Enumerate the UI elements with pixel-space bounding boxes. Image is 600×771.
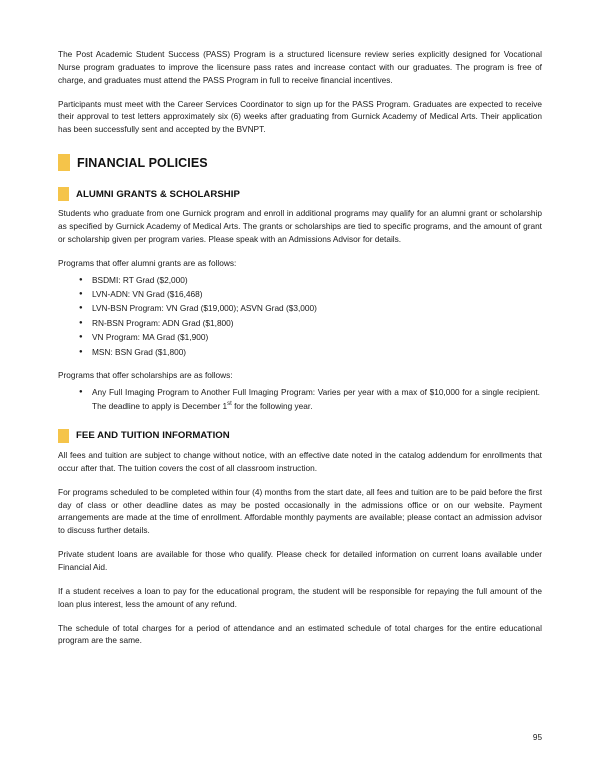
list-item: ● BSDMI: RT Grad ($2,000) bbox=[92, 274, 542, 287]
accent-bar-icon bbox=[58, 187, 69, 201]
accent-bar-icon bbox=[58, 154, 70, 171]
list-item: ● LVN-ADN: VN Grad ($16,468) bbox=[92, 288, 542, 301]
financial-policies-heading bbox=[58, 154, 542, 171]
subsection-title: FEE AND TUITION INFORMATION bbox=[76, 430, 230, 442]
fee-paragraph-4: If a student receives a loan to pay for the educational program, the student will be responsible for repaying the full amount of the loan plus interest, less the amount of any refund. bbox=[58, 585, 542, 609]
scholarships-lead-in: Programs that offer scholarships are as follows: bbox=[58, 370, 233, 381]
alumni-scholarships-list bbox=[58, 386, 542, 413]
fee-paragraph-5: The schedule of total charges for a period of attendance and an estimated schedule of total charges for the entire educational program are the same. bbox=[58, 622, 542, 646]
fee-paragraph-3: Private student loans are available for those who qualify. Please check for detailed information on current loans available under Financial Aid. bbox=[58, 549, 542, 572]
page-number: 95 bbox=[532, 733, 542, 742]
list-item: ● MSN: BSN Grad ($1,800) bbox=[92, 346, 542, 359]
list-item: ● Any Full Imaging Program to Another Full Imaging Program: Varies per year with a max of $10,000 for a single recipient. The deadline to apply is December 1st for the following year. bbox=[92, 386, 542, 413]
list-item: ● RN-BSN Program: ADN Grad ($1,800) bbox=[92, 317, 542, 330]
fee-paragraph-1: All fees and tuition are subject to change without notice, with an effective date noted in the catalog addendum for enrollments that occur after that. The tuition covers the cost of all classroom instruction. bbox=[58, 449, 542, 473]
list-item: ● LVN-BSN Program: VN Grad ($19,000); ASVN Grad ($3,000) bbox=[92, 302, 542, 315]
list-item: ● VN Program: MA Grad ($1,900) bbox=[92, 331, 542, 344]
section-title: FINANCIAL POLICIES bbox=[77, 155, 208, 170]
alumni-grants-heading bbox=[58, 187, 542, 201]
subsection-title: ALUMNI GRANTS & SCHOLARSHIP bbox=[76, 188, 240, 200]
fee-paragraph-2: For programs scheduled to be completed within four (4) months from the start date, all fees and tuition are to be paid before the first day of class or other deadline dates as may be posted occasionally in the admissions office or on our website. Payment arrangements are made at the time of enrollment. Affordable monthly payments are available; please contact an admission advisor to discuss further details. bbox=[58, 486, 542, 536]
alumni-grants-list bbox=[58, 274, 542, 360]
accent-bar-icon bbox=[58, 429, 69, 443]
grants-lead-in: Programs that offer alumni grants are as follows: bbox=[58, 257, 237, 268]
intro-paragraph-1: The Post Academic Student Success (PASS) Program is a structured licensure review series explicitly designed for Vocational Nurse program graduates to improve the licensure pass rates and increase contact with our graduates. The program is free of charge, and graduates must attend the PASS Program in full to receive financial incentives. bbox=[58, 49, 542, 85]
fee-tuition-heading bbox=[58, 429, 542, 443]
intro-paragraph-2: Participants must meet with the Career Services Coordinator to sign up for the PASS Program. Graduates are expected to receive their approval to test letters approximately six (6) weeks after graduating from Gurnick Academy of Medical Arts. Their application has been successfully sent and accepted by the BVNPT. bbox=[58, 98, 542, 135]
alumni-paragraph: Students who graduate from one Gurnick program and enroll in additional programs may qualify for an alumni grant or scholarship as specified by Gurnick Academy of Medical Arts. The grants or scholarships are tied to specific programs, and the amount of grant or scholarship given per program varies. Please speak with an Admissions Advisor for details. bbox=[58, 208, 542, 244]
